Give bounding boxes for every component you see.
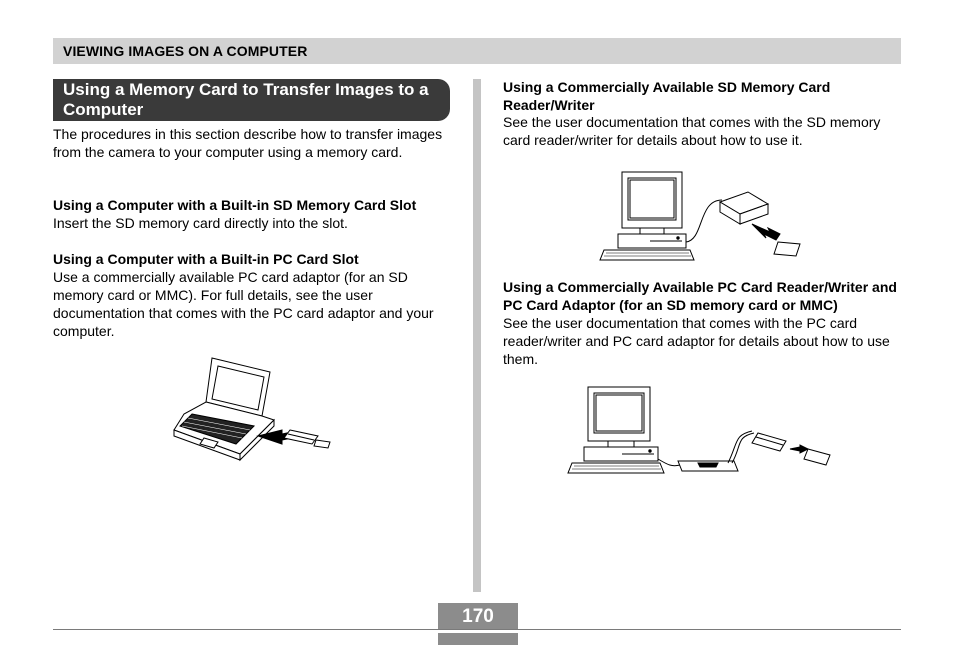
desktop-pc-card-reader-illustration xyxy=(568,385,838,480)
sd-slot-body: Insert the SD memory card directly into the slot. xyxy=(53,215,348,231)
sd-reader-body: See the user documentation that comes with the SD memory card reader/writer for details about how to use it. xyxy=(503,114,881,148)
pc-slot-body: Use a commercially available PC card adaptor (for an SD memory card or MMC). For full details, see the user documentation that comes with the PC card adaptor and your computer. xyxy=(53,269,434,339)
page-number: 170 xyxy=(438,603,518,630)
pc-slot-heading: Using a Computer with a Built-in PC Card Slot xyxy=(53,251,359,267)
column-divider xyxy=(473,79,481,592)
page-number-box xyxy=(438,603,518,645)
sd-slot-heading: Using a Computer with a Built-in SD Memory Card Slot xyxy=(53,197,417,213)
footer-rule xyxy=(53,629,901,630)
running-header-title: VIEWING IMAGES ON A COMPUTER xyxy=(63,43,308,59)
pc-reader-body: See the user documentation that comes with the PC card reader/writer and PC card adaptor for details about how to use them. xyxy=(503,315,890,367)
running-header xyxy=(53,38,901,64)
sd-reader-heading: Using a Commercially Available SD Memory Card Reader/Writer xyxy=(503,79,831,113)
page-number-base xyxy=(438,633,518,645)
desktop-sd-reader-illustration xyxy=(600,170,810,265)
section-title: Using a Memory Card to Transfer Images to a Computer xyxy=(63,80,429,119)
section-title-bar xyxy=(53,79,450,121)
pc-reader-heading: Using a Commercially Available PC Card Reader/Writer and PC Card Adaptor (for an SD memory card or MMC) xyxy=(503,279,897,313)
intro-paragraph: The procedures in this section describe how to transfer images from the camera to your computer using a memory card. xyxy=(53,126,443,160)
laptop-card-illustration xyxy=(170,354,335,464)
